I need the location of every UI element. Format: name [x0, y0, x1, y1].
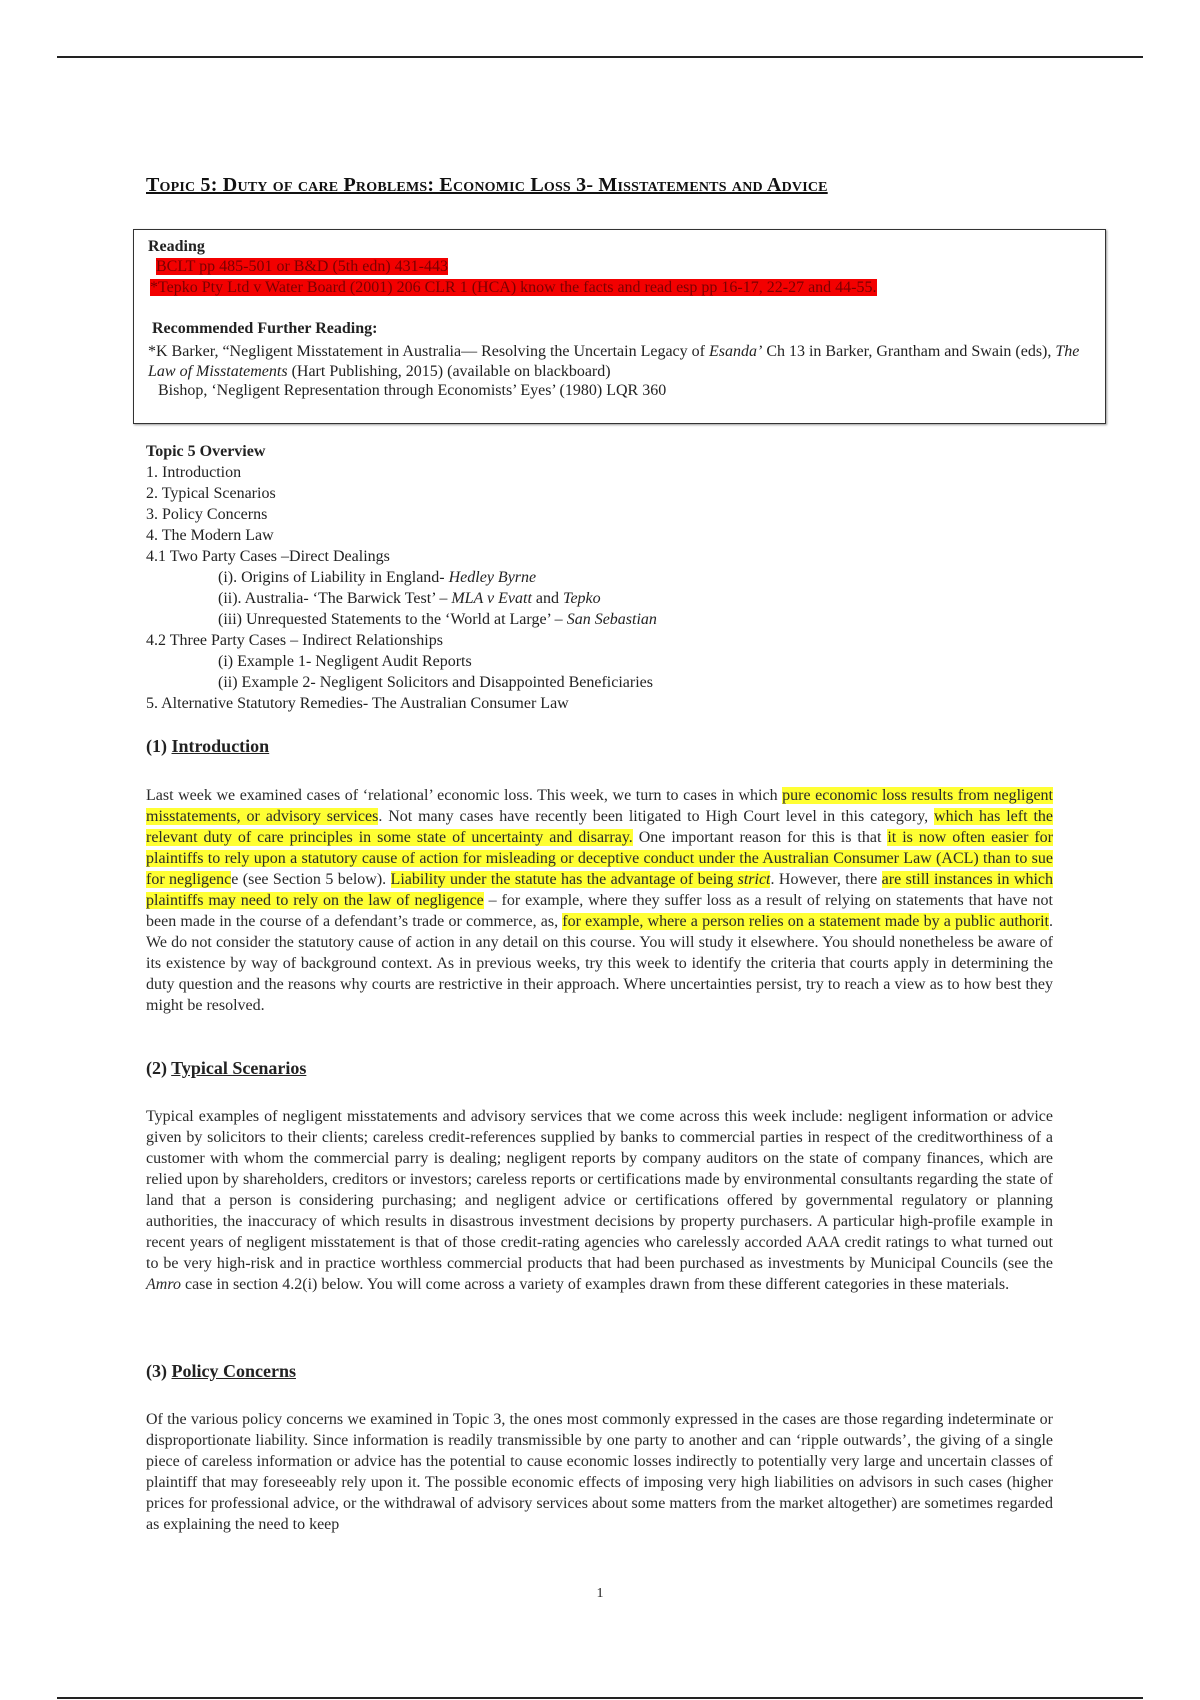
text: . Not many cases have recently been litigated to High Court level in this category, — [378, 808, 935, 825]
barker-text-3: (Hart Publishing, 2015) (available on blackboard) — [287, 363, 611, 380]
overview-item: 1. Introduction — [146, 464, 242, 481]
overview-subitem-text: and — [531, 590, 564, 607]
emphasis: strict — [737, 871, 771, 888]
section-title: Policy Concerns — [171, 1361, 296, 1381]
overview-item: 4. The Modern Law — [146, 527, 274, 544]
section-number: (3) — [146, 1361, 172, 1381]
topic-overview — [146, 441, 1076, 714]
section-heading-policy-concerns — [146, 1361, 296, 1382]
overview-subitem — [146, 609, 1076, 630]
barker-book-title: The Law of Misstatements — [148, 343, 1080, 380]
highlighted-text: for example, where a person relies on a statement made by a public authorit — [562, 913, 1049, 930]
text: One important reason for this is that — [632, 829, 888, 846]
section-title: Introduction — [171, 736, 270, 756]
header-rule — [57, 56, 1143, 58]
case-name: MLA v Evatt — [451, 590, 532, 607]
overview-subitem: (ii) Example 2- Negligent Solicitors and Disappointed Beneficiaries — [218, 674, 653, 691]
reading-heading: Reading — [148, 238, 205, 255]
text: e (see Section 5 below). — [231, 871, 391, 888]
case-name: San Sebastian — [566, 611, 657, 628]
policy-concerns-paragraph: Of the various policy concerns we examined in Topic 3, the ones most commonly expressed in the cases are those regarding indeterminate or disproportionate liability. Since information is readily transmissible by one party to another and can ‘ripple outwards’, the giving of a single piece of careless information or advice has the potential to cause economic losses indirectly to potentially very large and uncertain classes of plaintiff that may foreseeably rely upon it. The possible economic effects of imposing very high liabilities on advisors in such cases (higher prices for professional advice, or the withdrawal of advisory services about some matters from the market altogether) are sometimes regarded as explaining the need to keep — [146, 1411, 1053, 1533]
case-name: Amro — [146, 1276, 181, 1293]
highlighted-text — [391, 871, 771, 888]
section-number: (1) — [146, 736, 172, 756]
overview-item: 4.1 Two Party Cases –Direct Dealings — [146, 548, 390, 565]
page-number: 1 — [596, 1586, 604, 1601]
highlighted-text: it is now often easier for plaintiffs to rely upon a statutory cause of action for misleading or deceptive conduct under the Australian Consumer Law (ACL) than to sue for negligenc — [146, 829, 1054, 888]
overview-subitem — [146, 588, 1076, 609]
highlighted-text: which has left the relevant duty of care principles in some state of uncertainty and disarray. — [146, 808, 1054, 846]
document-title: Topic 5: Duty of care Problems: Economic Loss 3- Misstatements and Advice — [146, 174, 828, 196]
further-reading-barker — [148, 342, 1093, 382]
text: case in section 4.2(i) below. You will come across a variety of examples drawn from these different categories in these materials. — [180, 1276, 1010, 1293]
barker-text-1: *K Barker, “Negligent Misstatement in Australia— Resolving the Uncertain Legacy of — [148, 343, 709, 360]
overview-item: 2. Typical Scenarios — [146, 485, 276, 502]
overview-subitem-text: (ii). Australia- ‘The Barwick Test’ – — [218, 590, 452, 607]
reading-textbook — [156, 258, 448, 276]
text: . However, there — [770, 871, 882, 888]
barker-esanda: Esanda’ — [708, 343, 763, 360]
section-number: (2) — [146, 1058, 172, 1078]
footer-rule — [57, 1697, 1143, 1699]
overview-subitem-text: (i). Origins of Liability in England- — [218, 569, 449, 586]
section-heading-typical-scenarios — [146, 1058, 306, 1079]
text: Liability under the statute has the advantage of being — [390, 871, 738, 888]
overview-item: 4.2 Three Party Cases – Indirect Relationships — [146, 632, 443, 649]
barker-text-2: Ch 13 in Barker, Grantham and Swain (eds), — [762, 343, 1056, 360]
case-name: Hedley Byrne — [448, 569, 537, 586]
typical-scenarios-paragraph — [146, 1106, 1053, 1295]
case-name: Tepko — [563, 590, 601, 607]
section-title: Typical Scenarios — [171, 1058, 307, 1078]
text: Typical examples of negligent misstatements and advisory services that we come across this week include: negligent information or advice given by solicitors to their clients; careless credit-references supplied by banks to commercial parties in respect of the creditworthiness of a customer with whom the commercial parry is dealing; negligent reports by company auditors on the state of company finances, which are relied upon by shareholders, creditors or investors; careless reports or certifications made by environmental consultants regarding the state of land that a person is considering purchasing; and negligent advice or certifications offered by governmental regulatory or planning authorities, the inaccuracy of which results in disastrous investment decisions by property purchasers. A particular high-profile example in recent years of negligent misstatement is that of those credit-rating agencies who carelessly accorded AAA credit ratings to what turned out to be very high-risk and in practice worthless commercial products that had been purchased as investments by Municipal Councils (see the — [146, 1108, 1053, 1272]
text: – for example, where they suffer loss as a result of relying on statements that have not been made in the course of a defendant’s trade or commerce, as, — [146, 892, 1053, 930]
text: Last week we examined cases of ‘relational’ economic loss. This week, we turn to cases in which — [146, 787, 783, 804]
reading-textbook-text: BCLT pp 485-501 or B&D (5th edn) 431-443 — [156, 258, 448, 275]
overview-subitem: (i) Example 1- Negligent Audit Reports — [218, 653, 472, 670]
overview-item: 3. Policy Concerns — [146, 506, 268, 523]
highlighted-text: are still instances in which plaintiffs may need to rely on the law of negligence — [146, 871, 1054, 909]
overview-subitem — [146, 567, 1076, 588]
further-reading-bishop: Bishop, ‘Negligent Representation through Economists’ Eyes’ (1980) LQR 360 — [158, 382, 667, 399]
overview-item: 5. Alternative Statutory Remedies- The Australian Consumer Law — [146, 695, 569, 712]
introduction-paragraph — [146, 785, 1053, 1016]
reading-case — [150, 279, 877, 297]
section-heading-introduction — [146, 736, 269, 757]
further-reading-heading: Recommended Further Reading: — [152, 320, 378, 337]
highlighted-text: pure economic loss results from negligent misstatements, or advisory services — [146, 787, 1054, 825]
reading-case-text: *Tepko Pty Ltd v Water Board (2001) 206 CLR 1 (HCA) know the facts and read esp pp 16-17, 22-27 and 44-55. — [150, 279, 877, 296]
overview-heading: Topic 5 Overview — [146, 443, 266, 460]
reading-box — [133, 229, 1106, 424]
text: . We do not consider the statutory cause of action in any detail on this course. You will study it elsewhere. You should nonetheless be aware of its existence by way of background context. As in previous weeks, try this week to identify the criteria that courts apply in determining the duty question and the reasons why courts are restrictive in their approach. Where uncertainties persist, try to reach a view as to how best they might be resolved. — [146, 913, 1053, 1014]
overview-subitem-text: (iii) Unrequested Statements to the ‘World at Large’ – — [218, 611, 567, 628]
